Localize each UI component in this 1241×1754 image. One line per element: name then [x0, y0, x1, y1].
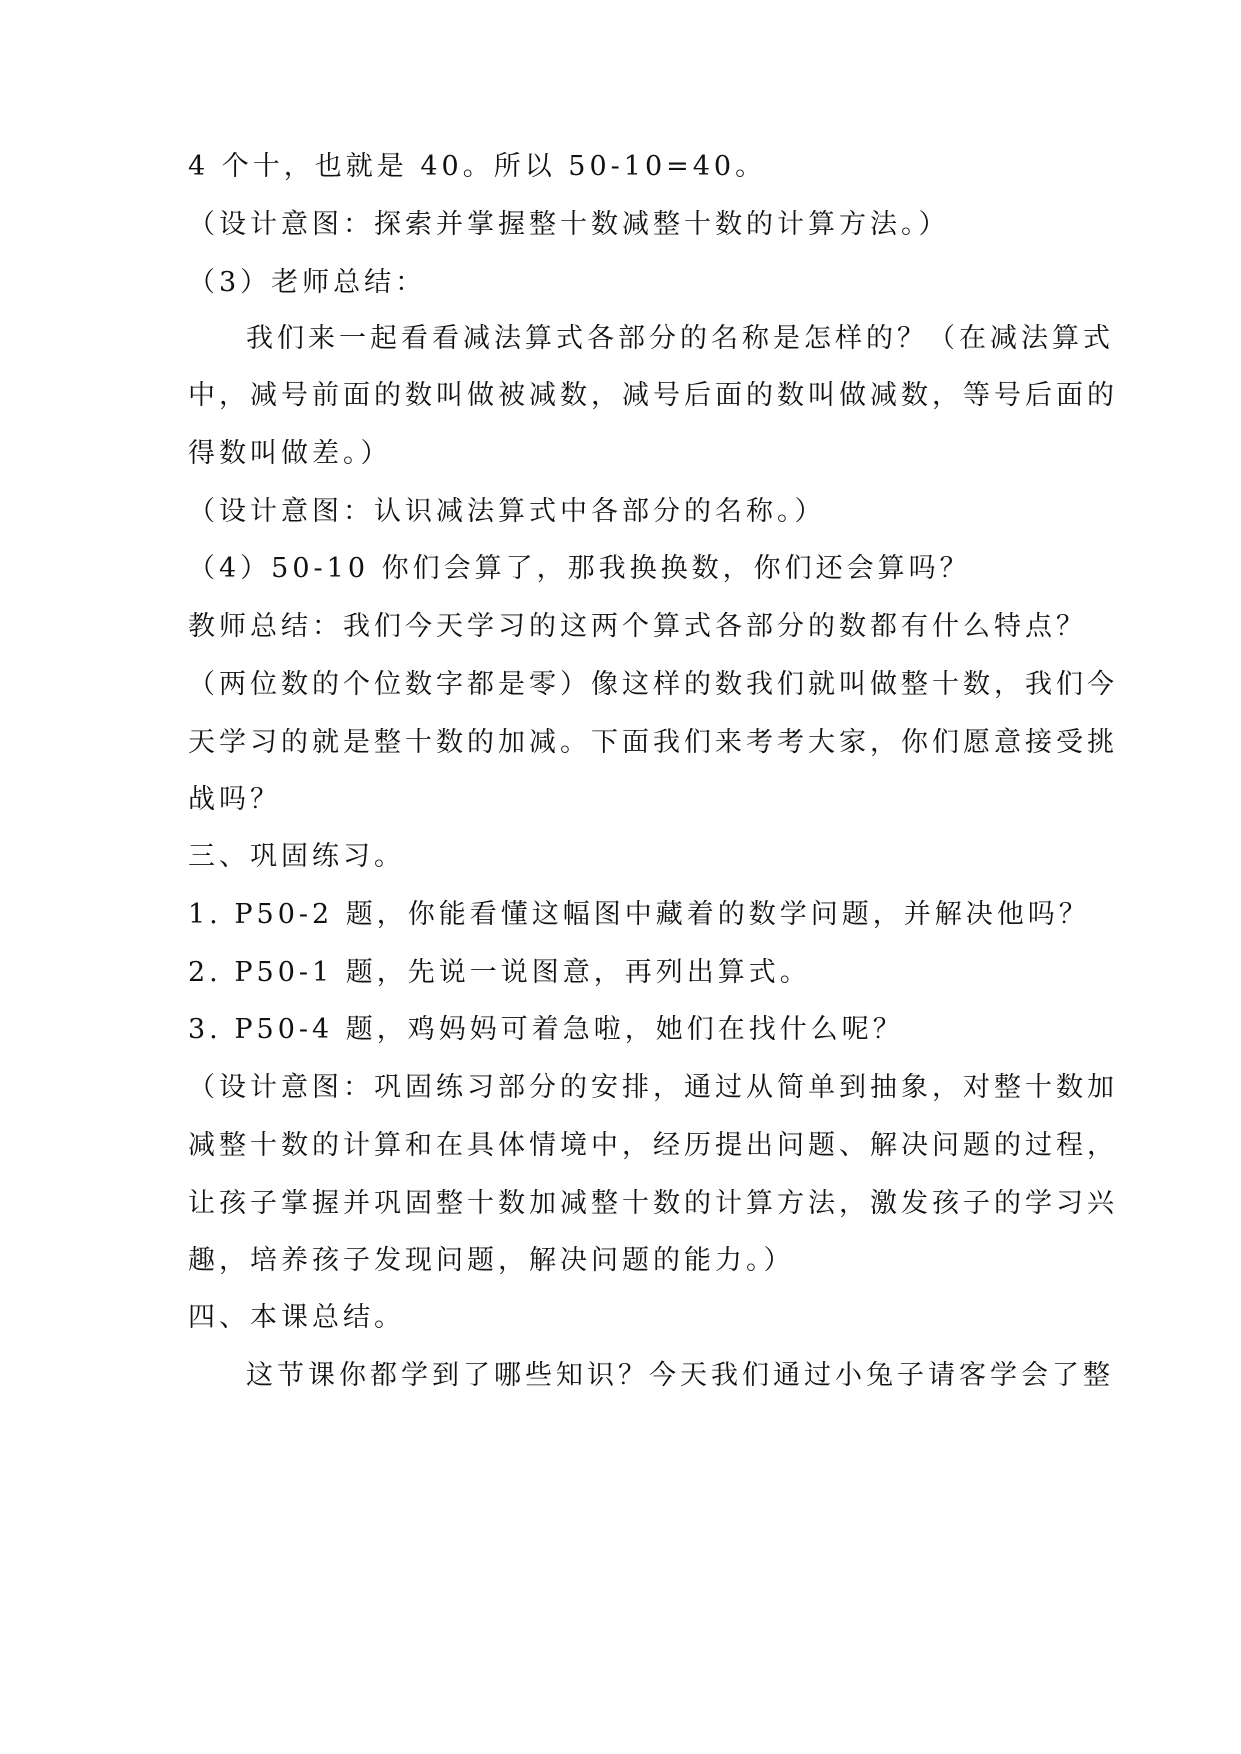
paragraph-line: 战吗？ [188, 784, 281, 815]
section-heading: 四、本课总结。 [188, 1302, 405, 1333]
design-intent-note: （设计意图：探索并掌握整十数减整十数的计算方法。） [188, 209, 950, 240]
paragraph-line: 减整十数的计算和在具体情境中，经历提出问题、解决问题的过程， [188, 1130, 1118, 1161]
exercise-item: 1. P50-2 题，你能看懂这幅图中藏着的数学问题，并解决他吗？ [188, 899, 1090, 930]
paragraph-line: 中，减号前面的数叫做被减数，减号后面的数叫做减数，等号后面的 [188, 380, 1118, 411]
exercise-item: 3. P50-4 题，鸡妈妈可着急啦，她们在找什么呢？ [188, 1014, 904, 1045]
step-heading: （3）老师总结： [188, 267, 427, 298]
design-intent-note: （设计意图：认识减法算式中各部分的名称。） [188, 496, 826, 527]
paragraph-line: 让孩子掌握并巩固整十数加减整十数的计算方法，激发孩子的学习兴 [188, 1188, 1118, 1219]
step-heading: （4）50-10 你们会算了，那我换换数，你们还会算吗？ [188, 553, 971, 584]
paragraph-line: 这节课你都学到了哪些知识？今天我们通过小兔子请客学会了整 [246, 1360, 1114, 1391]
section-heading: 三、巩固练习。 [188, 841, 405, 872]
design-intent-note: （设计意图：巩固练习部分的安排，通过从简单到抽象，对整十数加 [188, 1072, 1118, 1103]
paragraph-line: 趣，培养孩子发现问题，解决问题的能力。） [188, 1245, 795, 1276]
text-line: 4 个十，也就是 40。所以 50-10=40。 [188, 151, 767, 182]
exercise-item: 2. P50-1 题，先说一说图意，再列出算式。 [188, 957, 811, 988]
paragraph-line: 教师总结：我们今天学习的这两个算式各部分的数都有什么特点？ [188, 611, 1087, 642]
paragraph-line: 我们来一起看看减法算式各部分的名称是怎样的？（在减法算式 [246, 323, 1114, 354]
paragraph-line: （两位数的个位数字都是零）像这样的数我们就叫做整十数，我们今 [188, 669, 1118, 700]
paragraph-line: 得数叫做差。） [188, 438, 392, 469]
paragraph-line: 天学习的就是整十数的加减。下面我们来考考大家，你们愿意接受挑 [188, 727, 1118, 758]
